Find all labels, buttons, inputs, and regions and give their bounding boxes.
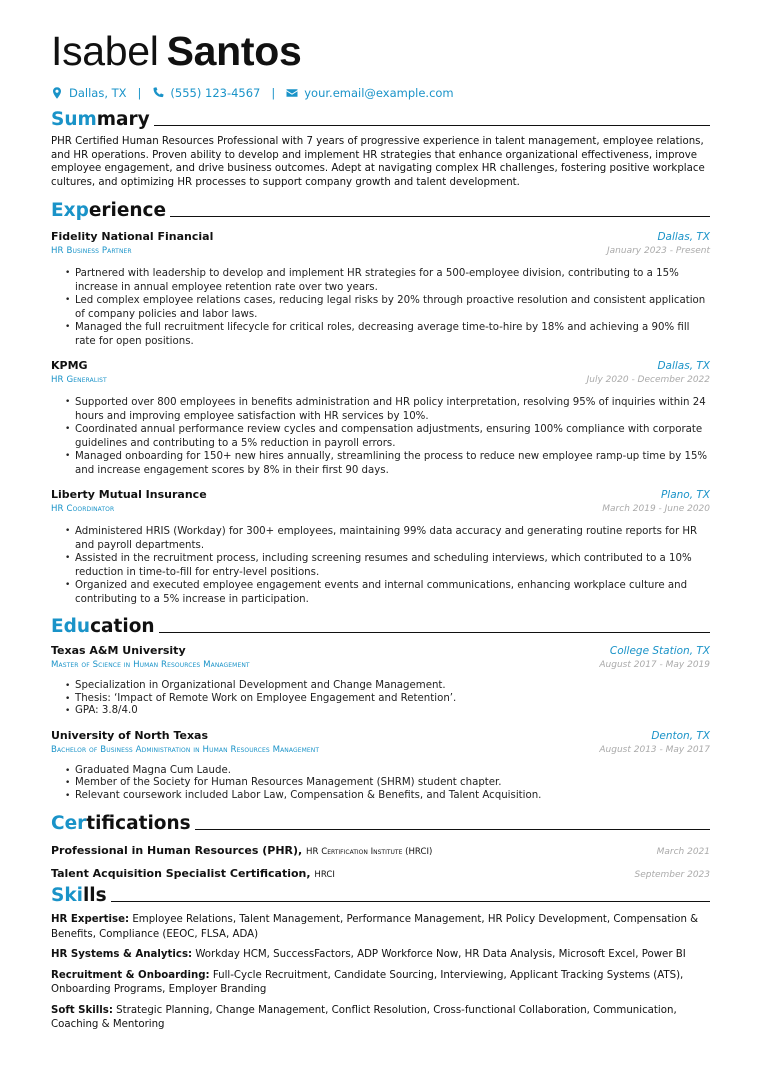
- skill-list: Full-Cycle Recruitment, Candidate Sourcing, Interviewing, Applicant Tracking Systems (ATS), Onboarding Programs, Employer Branding: [51, 969, 684, 995]
- skill-group: [51, 969, 710, 998]
- list-item: • Thesis: ‘Impact of Remote Work on Employee Engagement and Retention’.: [65, 693, 710, 706]
- skill-list: Workday HCM, SuccessFactors, ADP Workforce Now, HR Data Analysis, Microsoft Excel, Power BI: [195, 949, 686, 960]
- skill-label: Soft Skills:: [51, 1004, 113, 1016]
- education-section: [51, 614, 710, 802]
- list-item: • GPA: 3.8/4.0: [65, 705, 710, 718]
- school-location: Denton, TX: [651, 729, 710, 742]
- education-dates: August 2013 - May 2017: [599, 744, 710, 755]
- achievement-list: [51, 396, 710, 477]
- section-rule: [159, 632, 710, 633]
- contact-separator: |: [271, 86, 276, 100]
- section-rule: [154, 125, 710, 126]
- skill-group: [51, 913, 710, 942]
- job-title: HR Business Partner: [51, 246, 132, 256]
- skill-label: HR Systems & Analytics:: [51, 949, 193, 960]
- experience-entry: [51, 358, 710, 477]
- education-dates: August 2017 - May 2019: [599, 660, 710, 670]
- job-title: HR Generalist: [51, 375, 107, 385]
- skill-label: HR Expertise:: [51, 914, 130, 925]
- school-name: Texas A&M University: [51, 644, 186, 657]
- contact-separator: |: [137, 86, 142, 100]
- job-dates: July 2020 - December 2022: [586, 375, 710, 385]
- certification-name: Professional in Human Resources (PHR): [51, 844, 299, 857]
- list-item: • Supported over 800 employees in benefits administration and HR policy interpretation, resolving 95% of inquiries within 24 hours and improving employee satisfaction with HR services by 10%.: [65, 396, 710, 423]
- list-item: • Partnered with leadership to develop and implement HR strategies for a 500-employee division, contributing to a 15% increase in annual employee retention rate over two years.: [65, 267, 710, 294]
- employer-name: Fidelity National Financial: [51, 230, 214, 243]
- section-title-summary: Summary: [51, 107, 710, 131]
- certification-issuer: HR Certification Institute (HRCI): [306, 847, 433, 857]
- resume-page: [51, 28, 710, 1039]
- job-title: HR Coordinator: [51, 504, 115, 514]
- contact-phone[interactable]: [152, 86, 260, 100]
- certification-item: Professional in Human Resources (PHR), HR Certification Institute (HRCI) March 2021: [51, 844, 710, 857]
- contact-location: [51, 86, 127, 100]
- section-title-experience: Experience: [51, 198, 710, 222]
- achievement-list: [51, 525, 710, 606]
- list-item: • Member of the Society for Human Resources Management (SHRM) student chapter.: [65, 777, 710, 790]
- list-item: • Specialization in Organizational Development and Change Management.: [65, 680, 710, 693]
- skill-group: [51, 948, 710, 963]
- list-item: • Administered HRIS (Workday) for 300+ employees, maintaining 99% data accuracy and generating routine reports for HR and payroll departments.: [65, 525, 710, 552]
- certification-item: Talent Acquisition Specialist Certification, HRCI September 2023: [51, 867, 710, 880]
- list-item: • Managed the full recruitment lifecycle for critical roles, decreasing average time-to-hire by 18% and achieving a 90% fill rate for open positions.: [65, 321, 710, 348]
- section-title-education: Education: [51, 614, 710, 638]
- section-title-certifications: Certifications: [51, 811, 710, 835]
- first-name: Isabel: [51, 28, 159, 74]
- summary-text: PHR Certified Human Resources Professional with 7 years of progressive experience in talent management, employee relations, and HR operations. Proven ability to develop and implement HR strategies that enhance organizational effectiveness, improve employee engagement, and drive business outcomes. Adept at navigating complex HR challenges, fostering positive workplace cultures, and optimizing HR processes to support company growth and talent development.: [51, 136, 705, 188]
- summary-section: [51, 107, 710, 189]
- job-location: Dallas, TX: [657, 231, 710, 243]
- job-location: Dallas, TX: [657, 360, 710, 372]
- email-link[interactable]: your.email@example.com: [304, 86, 454, 100]
- section-rule: [111, 901, 710, 902]
- certification-date: September 2023: [634, 870, 710, 880]
- school-name: University of North Texas: [51, 728, 209, 742]
- degree: Bachelor of Business Administration in Human Resources Management: [51, 744, 320, 755]
- education-details-list: [51, 680, 710, 718]
- skill-list: Strategic Planning, Change Management, Conflict Resolution, Cross-functional Collaboration, Communication, Coaching & Mentoring: [51, 1004, 677, 1030]
- map-pin-icon: [51, 87, 63, 99]
- certification-issuer: HRCI: [314, 870, 335, 880]
- skill-group: [51, 1004, 710, 1033]
- job-location: Plano, TX: [660, 489, 710, 501]
- education-entry: [51, 643, 710, 718]
- degree: Master of Science in Human Resources Management: [51, 660, 250, 670]
- education-entry: [51, 728, 710, 803]
- achievement-list: [51, 267, 710, 348]
- experience-entry: [51, 229, 710, 348]
- phone-icon: [152, 87, 164, 99]
- school-location: College Station, TX: [609, 645, 710, 657]
- contact-bar: [51, 85, 710, 101]
- employer-name: Liberty Mutual Insurance: [51, 488, 207, 501]
- location-text: Dallas, TX: [69, 86, 127, 100]
- envelope-icon: [286, 87, 298, 99]
- skill-list: Employee Relations, Talent Management, Performance Management, HR Policy Development, Compensation & Benefits, Compliance (EEOC, FLSA, ADA): [51, 914, 699, 940]
- certifications-section: [51, 811, 710, 885]
- contact-email[interactable]: [286, 86, 453, 100]
- skill-label: Recruitment & Onboarding:: [51, 969, 210, 981]
- phone-text: (555) 123-4567: [170, 86, 261, 100]
- certification-name: Talent Acquisition Specialist Certification: [51, 867, 307, 880]
- certification-date: March 2021: [656, 847, 710, 857]
- last-name: Santos: [166, 28, 302, 74]
- list-item: • Assisted in the recruitment process, including screening resumes and scheduling interviews, which contributed to a 10% reduction in time-to-fill for entry-level positions.: [65, 552, 710, 579]
- list-item: • Managed onboarding for 150+ new hires annually, streamlining the process to reduce new employee ramp-up time by 15% and increase engagement scores by 8% in their first 90 days.: [65, 450, 710, 477]
- list-item: • Organized and executed employee engagement events and internal communications, enhancing workplace culture and contributing to a 5% increase in participation.: [65, 579, 710, 606]
- job-dates: January 2023 - Present: [607, 246, 710, 256]
- section-rule: [170, 216, 710, 217]
- experience-entry: [51, 487, 710, 606]
- education-details-list: [51, 765, 710, 803]
- list-item: • Relevant coursework included Labor Law, Compensation & Benefits, and Talent Acquisition.: [65, 790, 710, 803]
- job-dates: March 2019 - June 2020: [602, 504, 710, 514]
- section-rule: [195, 829, 710, 830]
- employer-name: KPMG: [51, 359, 88, 372]
- section-title-skills: Skills: [51, 883, 710, 907]
- list-item: • Led complex employee relations cases, reducing legal risks by 20% through proactive resolution and consistent application of company policies and labor laws.: [65, 294, 710, 321]
- list-item: • Coordinated annual performance review cycles and compensation adjustments, ensuring 100% compliance with corporate guidelines and contributing to a 5% reduction in payroll errors.: [65, 423, 710, 450]
- experience-section: [51, 198, 710, 606]
- skills-section: [51, 883, 710, 1033]
- candidate-name: [51, 28, 710, 74]
- list-item: • Graduated Magna Cum Laude.: [65, 765, 710, 778]
